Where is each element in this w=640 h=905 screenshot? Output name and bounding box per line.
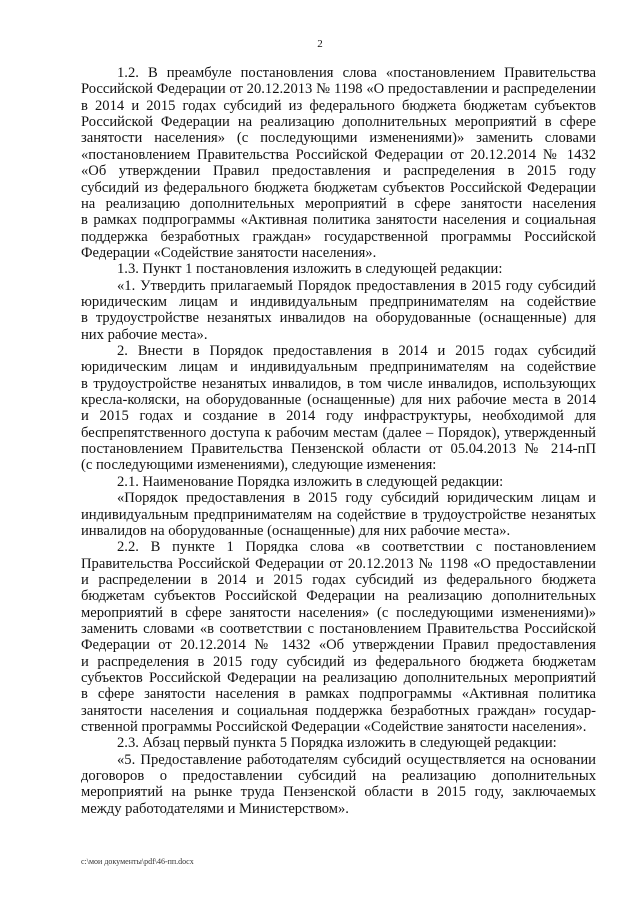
paragraph-line: мероприятий на рынке труда Пензенской области в 2015 году, заключаемых	[81, 784, 596, 801]
paragraph-line: в 2014 и 2015 годах субсидий из федерального бюджета бюджетам субъектов	[81, 97, 596, 114]
paragraph-line: кресла-коляски, на оборудованные (оснащенные) для них рабочие места в 2014	[81, 392, 596, 408]
paragraph-line: индивидуальным предпринимателям на содействие в трудоустройстве незанятых	[81, 506, 596, 523]
paragraph-line: субъектов Российской Федерации на реализацию дополнительных мероприятий	[81, 670, 596, 686]
paragraph-line: 1.3. Пункт 1 постановления изложить в следующей редакции:	[117, 261, 503, 278]
paragraph-line: Федерации «Содействие занятости населения».	[81, 244, 377, 261]
paragraph-line: инвалидов на оборудованные (оснащенные) для них рабочие места».	[81, 522, 511, 539]
paragraph-line: Правительства Российской Федерации от 20.12.2013 № 1198 «О предоставлении	[81, 555, 596, 572]
paragraph-line: «Об утверждении Правил предоставления и распределения в 2015 году	[81, 163, 596, 180]
paragraph-line: Федерации от 20.12.2014 № 1432 «Об утверждении Правил предоставления	[81, 637, 596, 654]
paragraph-line: (с последующими изменениями), следующие изменения:	[81, 457, 437, 474]
paragraph-line: «Порядок предоставления в 2015 году субсидий юридическим лицам и	[117, 490, 596, 507]
paragraph-line: постановлением Правительства Пензенской области от 05.04.2013 № 214-пП	[81, 441, 596, 458]
paragraph-line: ственной программы Российской Федерации «Содействие занятости населения».	[81, 719, 587, 735]
paragraph-line: поддержка безработных граждан» государственной программы Российской	[81, 228, 596, 245]
paragraph-line: беспрепятственного доступа к рабочим местам (далее – Порядок), утвержденный	[81, 424, 596, 441]
paragraph-line: в трудоустройстве незанятых инвалидов на оборудованные (оснащенные) для	[81, 310, 596, 327]
paragraph-line: занятости населения и социальная поддержка безработных граждан» государ-	[81, 702, 596, 719]
paragraph-line: 2. Внести в Порядок предоставления в 2014 и 2015 годах субсидий	[117, 343, 596, 359]
paragraph-line: в трудоустройстве незанятых инвалидов, в том числе инвалидов, использующих	[81, 375, 596, 392]
paragraph-line: «постановлением Правительства Российской Федерации от 20.12.2014 № 1432	[81, 146, 596, 163]
paragraph-line: юридическим лицам и индивидуальным предпринимателям на содействие	[81, 293, 596, 310]
paragraph-line: и 2015 годах и создание в 2014 году инфраструктуры, необходимой для	[81, 408, 596, 425]
paragraph-line: 1.2. В преамбуле постановления слова «постановлением Правительства	[117, 65, 596, 81]
paragraph-line: на реализацию дополнительных мероприятий в сфере занятости населения	[81, 195, 596, 212]
paragraph-line: и распределении в 2014 и 2015 годах субсидий из федерального бюджета	[81, 571, 596, 588]
paragraph-line: субсидий из федерального бюджета бюджетам субъектов Российской Федерации	[81, 179, 596, 196]
paragraph-line: бюджетам субъектов Российской Федерации на реализацию дополнительных	[81, 588, 596, 605]
paragraph-line: мероприятий в сфере занятости населения» (с последующими изменениями)»	[81, 604, 596, 621]
paragraph-line: и распределения в 2015 году субсидий из федерального бюджета бюджетам	[81, 653, 596, 670]
paragraph-line: в рамках подпрограммы «Активная политика занятости населения и социальная	[81, 212, 596, 229]
paragraph-line: заменить словами «в соответствии с постановлением Правительства Российской	[81, 620, 596, 637]
paragraph-line: между работодателями и Министерством».	[81, 800, 349, 817]
paragraph-line: них рабочие места».	[81, 326, 208, 343]
paragraph-line: 2.3. Абзац первый пункта 5 Порядка изложить в следующей редакции:	[117, 735, 557, 752]
paragraph-line: Российской Федерации от 20.12.2013 № 1198 «О предоставлении и распределении	[81, 81, 596, 98]
paragraph-line: занятости населения» (с последующими изменениями)» заменить словами	[81, 130, 596, 147]
page-number: 2	[317, 38, 323, 50]
paragraph-line: в сфере занятости населения в рамках подпрограммы «Активная политика	[81, 686, 596, 703]
paragraph-line: юридическим лицам и индивидуальным предпринимателям на содействие	[81, 359, 596, 376]
paragraph-line: 2.2. В пункте 1 Порядка слова «в соответствии с постановлением	[117, 539, 596, 556]
file-path-footer: c:\мои документы\pdf\46-пп.docx	[81, 857, 194, 866]
paragraph-line: договоров о предоставлении субсидий на реализацию дополнительных	[81, 768, 596, 785]
paragraph-line: 2.1. Наименование Порядка изложить в следующей редакции:	[117, 473, 504, 490]
paragraph-line: «5. Предоставление работодателям субсидий осуществляется на основании	[117, 751, 596, 768]
paragraph-line: Российской Федерации на реализацию дополнительных мероприятий в сфере	[81, 114, 596, 131]
paragraph-line: «1. Утвердить прилагаемый Порядок предоставления в 2015 году субсидий	[117, 277, 596, 294]
